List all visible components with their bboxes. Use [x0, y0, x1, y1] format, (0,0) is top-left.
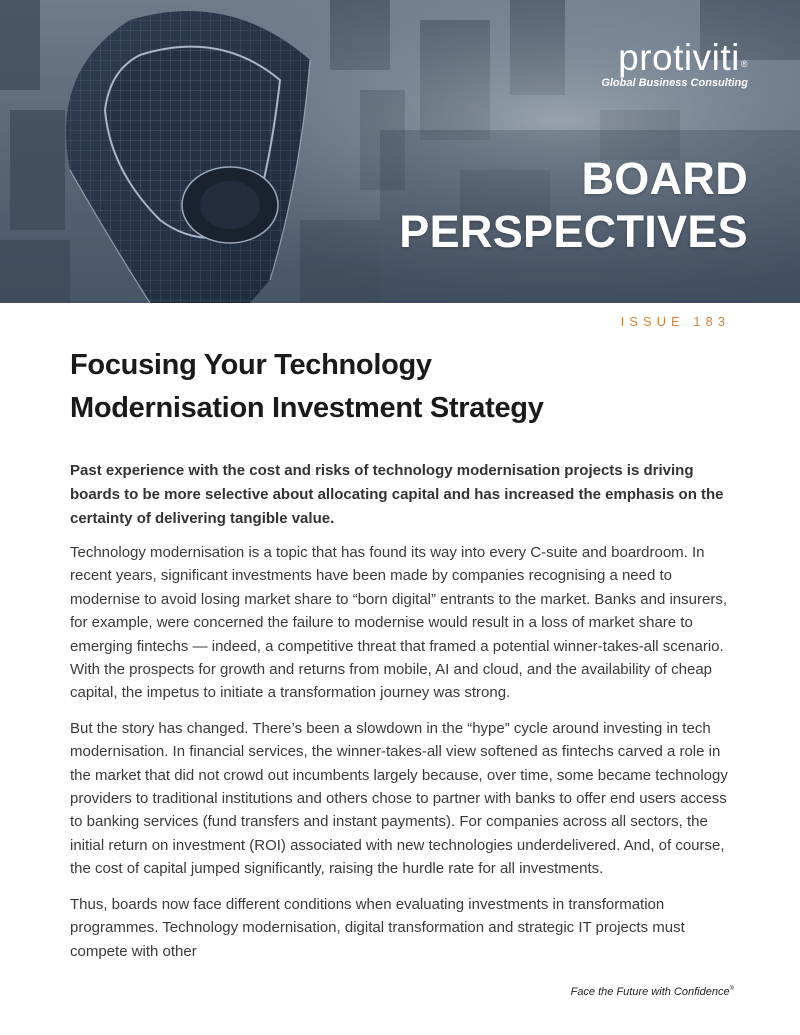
footer-tagline: Face the Future with Confidence® — [570, 986, 734, 998]
article-title-line2: Modernisation Investment Strategy — [70, 392, 544, 424]
hero-banner — [0, 0, 800, 303]
issue-number: ISSUE 183 — [620, 314, 730, 329]
publication-title — [399, 152, 748, 258]
brand-logo — [601, 38, 748, 90]
brand-name: protiviti® — [618, 37, 748, 78]
registered-mark: ® — [740, 59, 748, 69]
lead-paragraph: Past experience with the cost and risks of technology modernisation projects is driving boards to be more selective about allocating capital and has increased the emphasis on the certainty of delivering tangible value. — [70, 462, 724, 527]
article-title-line1: Focusing Your Technology — [70, 349, 432, 381]
body-paragraph: Thus, boards now face different conditions when evaluating investments in transformation programmes. Technology modernisation, digital transformation and strategic IT projects must compete with other — [70, 895, 685, 960]
footer-registered-mark: ® — [729, 986, 734, 992]
body-paragraph: But the story has changed. There’s been a slowdown in the “hype” cycle around investing in tech modernisation. In financial services, the winner-takes-all view softened as fintechs carved a role in the market that did not crowd out incumbents largely because, over time, some became technology providers to traditional institutions and others chose to partner with banks to offer end users access to banking services (fund transfers and instant payments). For companies across all sectors, the initial return on investment (ROI) associated with new technologies underdelivered. And, of course, the cost of capital jumped significantly, raising the hurdle rate for all investments. — [70, 719, 728, 878]
brand-tagline: Global Business Consulting — [601, 77, 748, 89]
publication-title-line1: BOARD — [581, 153, 748, 204]
article-body — [70, 541, 732, 975]
article-title — [70, 344, 670, 430]
publication-title-line2: PERSPECTIVES — [399, 206, 748, 257]
body-paragraph: Technology modernisation is a topic that has found its way into every C-suite and boardroom. In recent years, significant investments have been made by companies recognising a need to modernise to avoid losing market share to “born digital” entrants to the market. Banks and insurers, for example, were concerned the failure to modernise would result in a loss of market share to emerging fintechs — indeed, a competitive threat that framed a potential winner-takes-all scenario. With the prospects for growth and returns from mobile, AI and cloud, and the availability of cheap capital, the impetus to initiate a transformation journey was strong. — [70, 544, 727, 702]
